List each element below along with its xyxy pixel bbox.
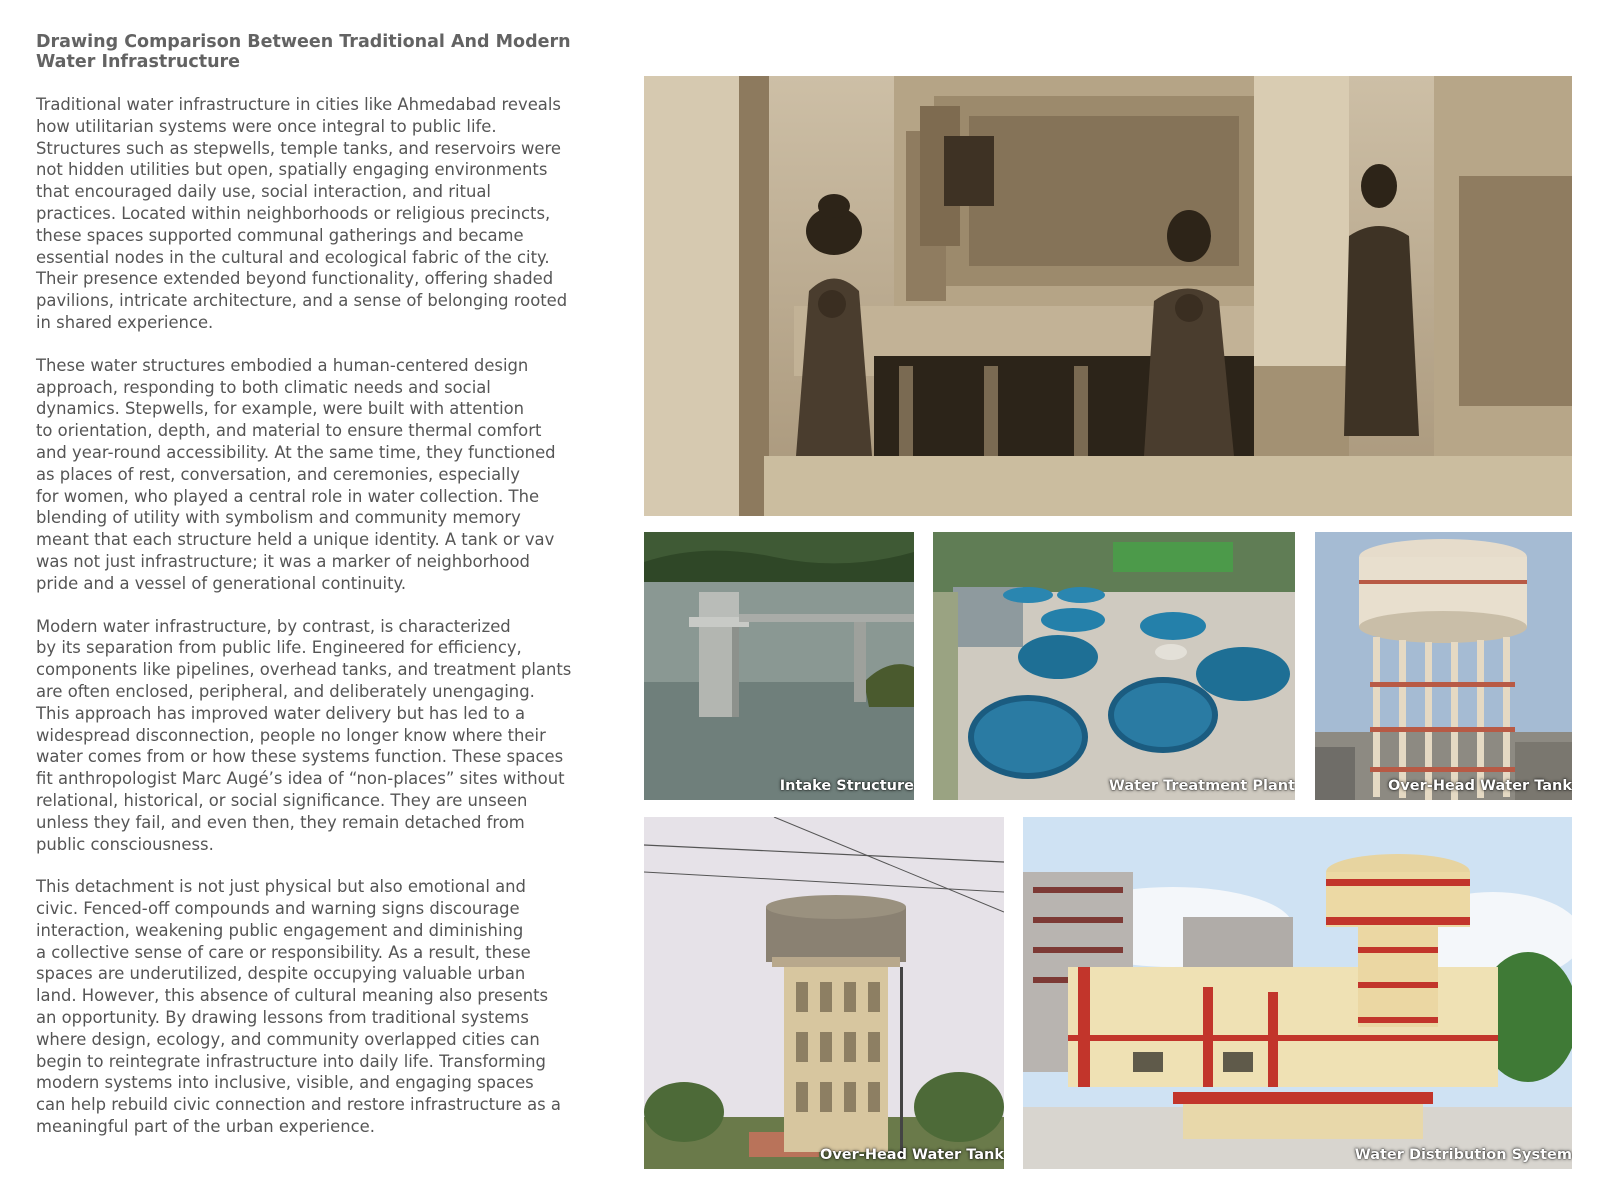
intake-structure-photo-icon: [644, 532, 914, 800]
overhead-tank-photo-icon: [1315, 532, 1572, 800]
paragraph-2: These water structures embodied a human-centered design approach, responding to both climatic needs and social dynamics. Stepwells, for example, were built with attention to orientation, depth, and material to ensure thermal comfort and year-round accessibility. At the same time, they functioned as places of rest, conversation, and ceremonies, especially for women, who played a central role in water collection. The blending of utility with symbolism and community memory meant that each structure held a unique identity. A tank or vav was not just infrastructure; it was a marker of neighborhood pride and a vessel of generational continuity.: [36, 355, 556, 593]
document-title: Drawing Comparison Between Traditional And Modern Water Infrastructure: [36, 32, 571, 72]
treatment-plant-photo-icon: [933, 532, 1295, 800]
caption-water-treatment-plant: Water Treatment Plant: [1108, 778, 1295, 794]
paragraph-3: Modern water infrastructure, by contrast, is characterized by its separation from public life. Engineered for efficiency, components like pipelines, overhead tanks, and treatment plants are often enclosed, peripheral, and deliberately unengaging. This approach has improved water delivery but has led to a widespread disconnection, people no longer know where their water comes from or how these systems function. These spaces fit anthropologist Marc Augé’s idea of “non-places” sites without relational, historical, or social significance. They are unseen unless they fail, and even then, they remain detached from public consciousness.: [36, 616, 572, 854]
caption-water-distribution-system: Water Distribution System: [1354, 1147, 1572, 1163]
intake-structure-photo: [644, 532, 914, 800]
caption-intake-structure: Intake Structure: [779, 778, 914, 794]
paragraph-4: This detachment is not just physical but also emotional and civic. Fenced-off compounds and warning signs discourage interaction, weakening public engagement and diminishing a collective sense of care or responsibility. As a result, these spaces are underutilized, despite occupying valuable urban land. However, this absence of cultural meaning also presents an opportunity. By drawing lessons from traditional systems where design, ecology, and community overlapped cities can begin to reintegrate infrastructure into daily life. Transforming modern systems into inclusive, visible, and engaging spaces can help rebuild civic connection and restore infrastructure as a meaningful part of the urban experience.: [36, 877, 561, 1137]
stepwell-photo: [644, 76, 1572, 516]
overhead-tank-photo-icon: [644, 817, 1004, 1169]
overhead-tank-photo-2: [644, 817, 1004, 1169]
text-column: [36, 32, 636, 1159]
stepwell-photo-icon: [644, 76, 1572, 516]
treatment-plant-photo: [933, 532, 1295, 800]
paragraph-1: Traditional water infrastructure in cities like Ahmedabad reveals how utilitarian systems were once integral to public life. Structures such as stepwells, temple tanks, and reservoirs were not hidden utilities but open, spatially engaging environments that encouraged daily use, social interaction, and ritual practices. Located within neighborhoods or religious precincts, these spaces supported communal gatherings and became essential nodes in the cultural and ecological fabric of the city. Their presence extended beyond functionality, offering shaded pavilions, intricate architecture, and a sense of belonging rooted in shared experience.: [36, 95, 568, 332]
caption-over-head-water-tank-2: Over-Head Water Tank: [820, 1147, 1004, 1163]
distribution-system-photo: [1023, 817, 1572, 1169]
overhead-tank-photo-1: [1315, 532, 1572, 800]
distribution-system-photo-icon: [1023, 817, 1572, 1169]
caption-over-head-water-tank-1: Over-Head Water Tank: [1388, 778, 1572, 794]
